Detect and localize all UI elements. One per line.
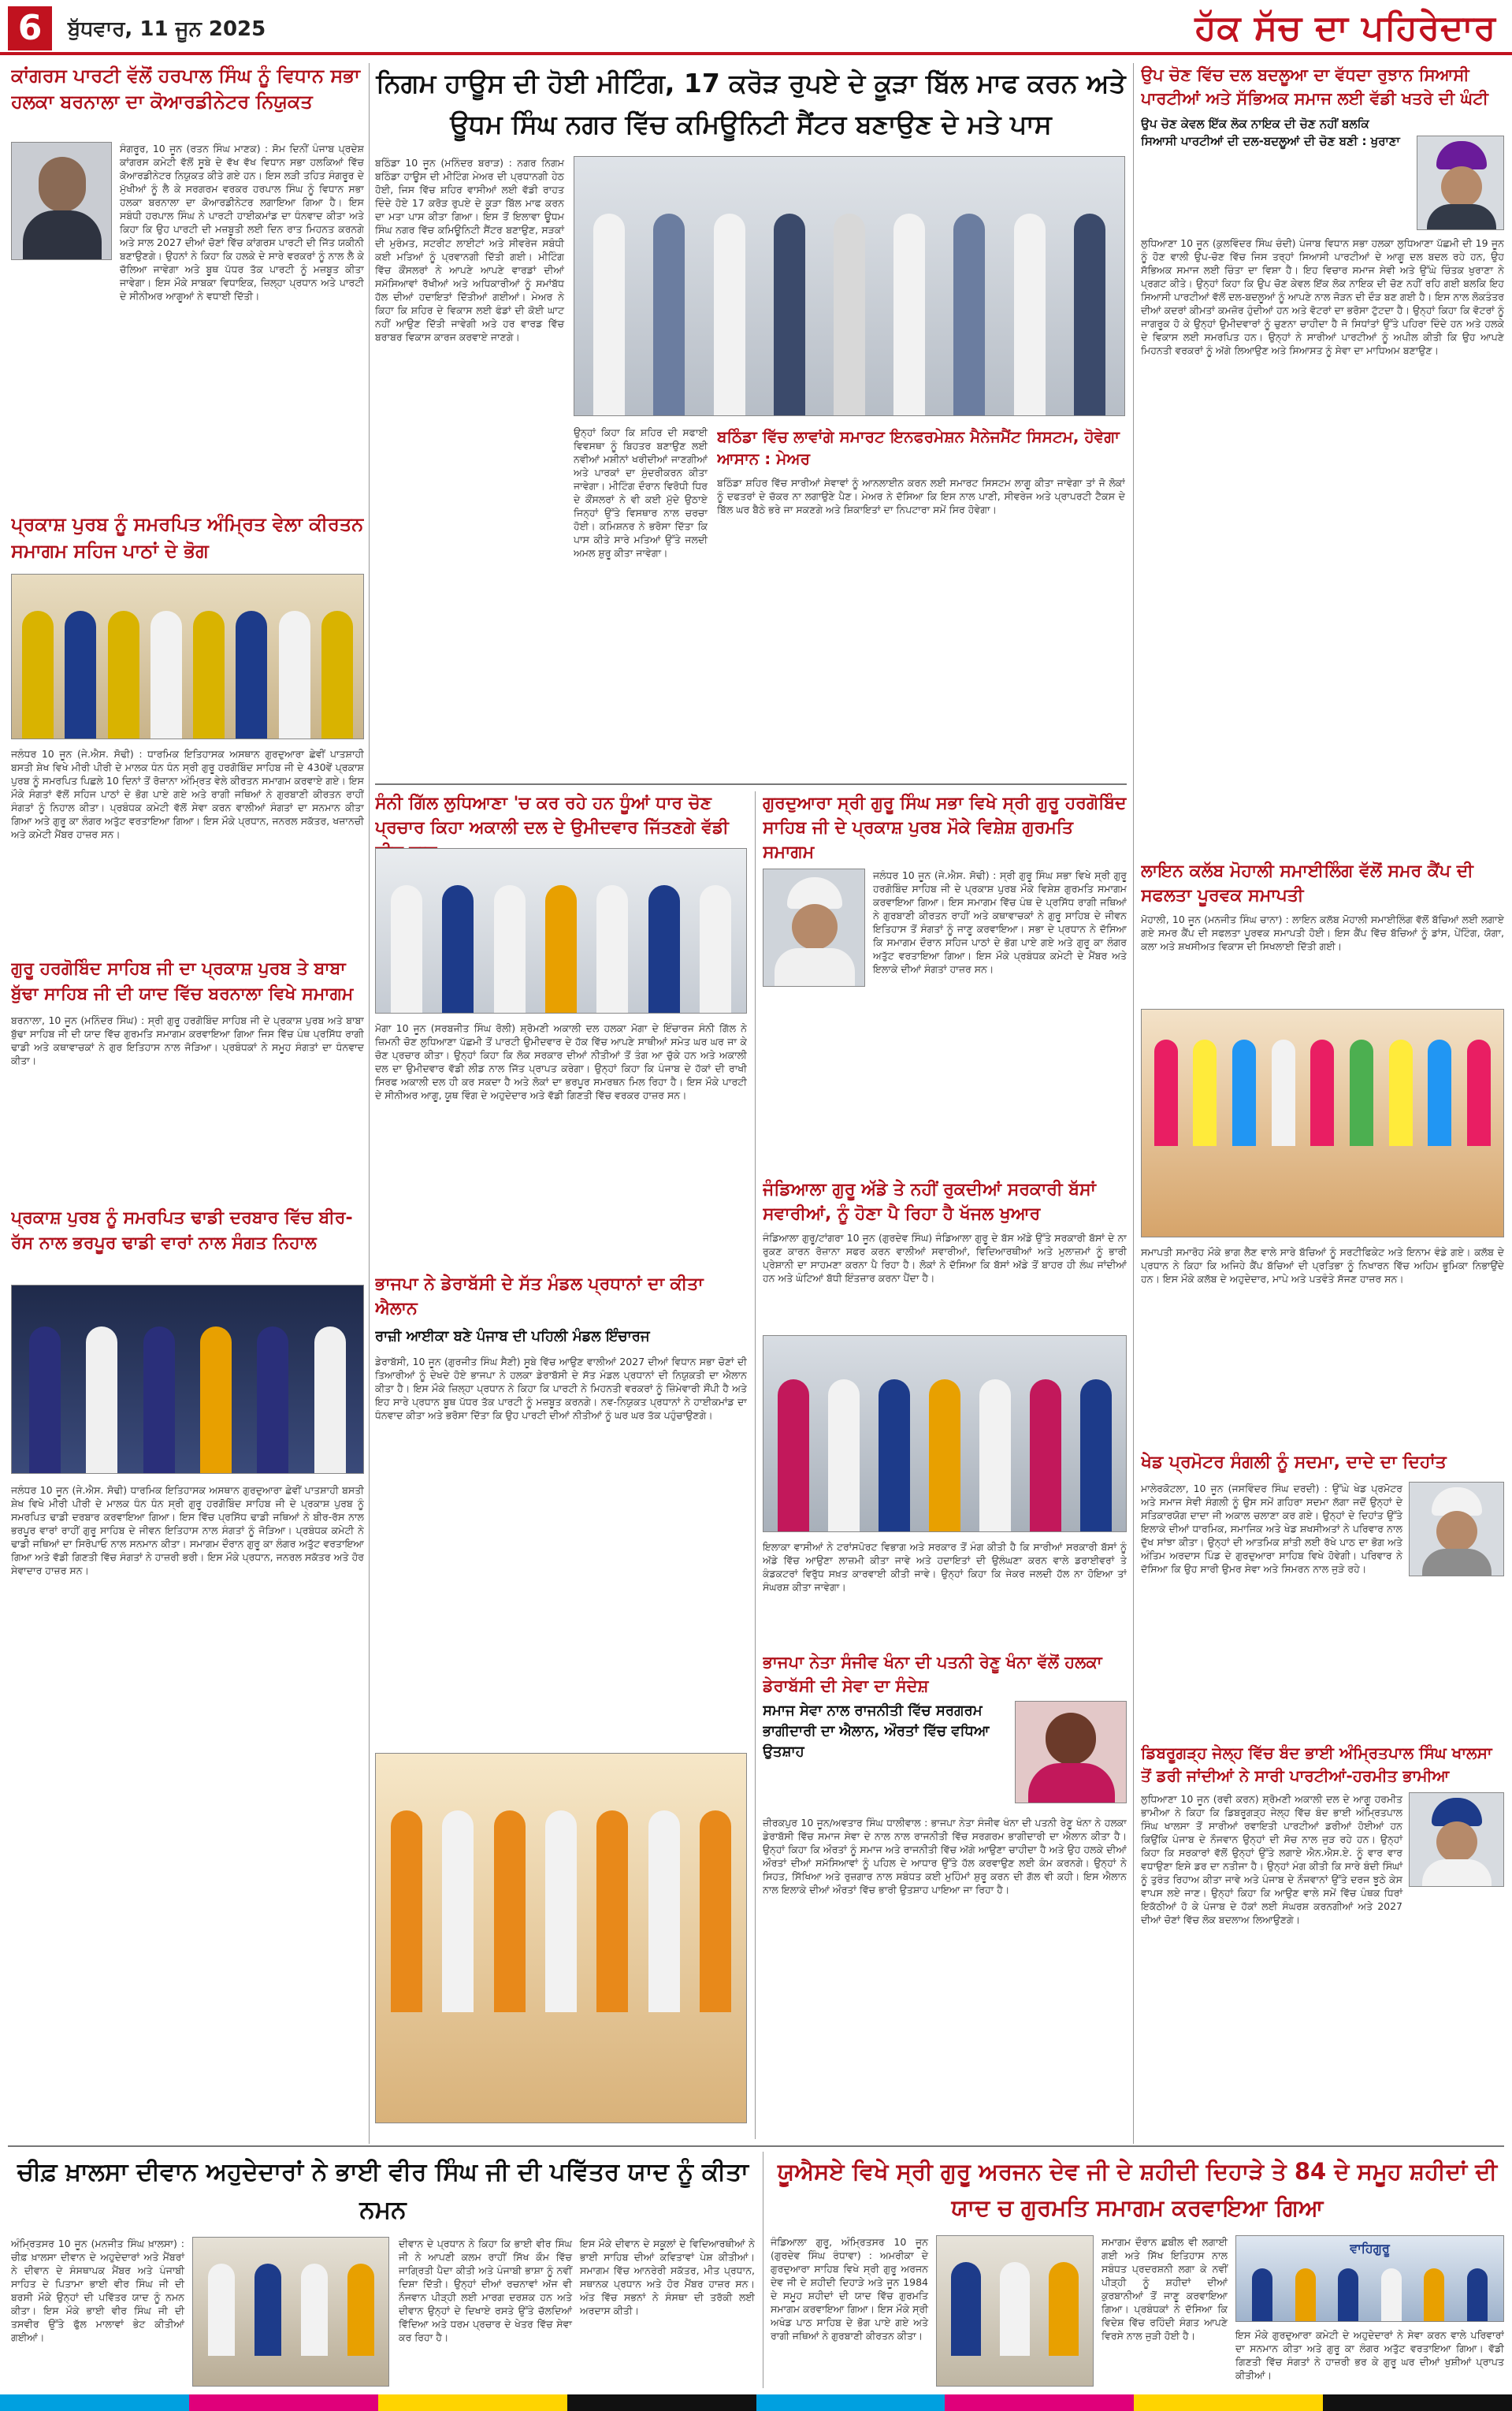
color-swatch bbox=[378, 2394, 567, 2411]
article-ludhiana bbox=[375, 791, 747, 1264]
page-header bbox=[0, 0, 1512, 55]
article-body: ਜਲੰਧਰ 10 ਜੂਨ (ਜੇ.ਐਸ. ਸੋਢੀ) ਧਾਰਮਿਕ ਇਤਿਹਾਸਕ ਅਸਥਾਨ ਗੁਰਦੁਆਰਾ ਛੇਵੀਂ ਪਾਤਸ਼ਾਹੀ ਬਸਤੀ ਸ਼ੇਖ ਵਿਖੇ ਮੀਰੀ ਪੀਰੀ ਦੇ ਮਾਲਕ ਧੰਨ ਧੰਨ ਸ੍ਰੀ ਗੁਰੂ ਹਰਗੋਬਿੰਦ ਸਾਹਿਬ ਜੀ ਦੇ ਪ੍ਰਕਾਸ਼ ਪੁਰਬ ਨੂੰ ਸਮਰਪਿਤ ਢਾਡੀ ਦਰਬਾਰ ਕਰਵਾਇਆ ਗਿਆ। ਇਸ ਵਿੱਚ ਪ੍ਰਸਿੱਧ ਢਾਡੀ ਜਥਿਆਂ ਨੇ ਬੀਰ-ਰੱਸ ਨਾਲ ਭਰਪੂਰ ਵਾਰਾਂ ਰਾਹੀਂ ਗੁਰੂ ਸਾਹਿਬ ਦੇ ਜੀਵਨ ਇਤਿਹਾਸ ਨਾਲ ਸੰਗਤਾਂ ਨੂੰ ਜੋੜਿਆ। ਪ੍ਰਬੰਧਕ ਕਮੇਟੀ ਨੇ ਢਾਡੀ ਜਥਿਆਂ ਦਾ ਸਿਰੋਪਾਓ ਨਾਲ ਸਨਮਾਨ ਕੀਤਾ। ਸਮਾਗਮ ਦੌਰਾਨ ਗੁਰੂ ਕਾ ਲੰਗਰ ਅਤੁੱਟ ਵਰਤਾਇਆ ਗਿਆ ਅਤੇ ਵੱਡੀ ਗਿਣਤੀ ਵਿੱਚ ਸੰਗਤਾਂ ਨੇ ਹਾਜ਼ਰੀ ਭਰੀ। ਇਸ ਮੌਕੇ ਪ੍ਰਧਾਨ, ਜਨਰਲ ਸਕੱਤਰ ਅਤੇ ਹੋਰ ਸੇਵਾਦਾਰ ਹਾਜ਼ਰ ਸਨ। bbox=[11, 1484, 364, 1576]
color-swatch bbox=[189, 2394, 378, 2411]
column-rule bbox=[369, 63, 370, 2144]
lead-headline: ਨਿਗਮ ਹਾਊਸ ਦੀ ਹੋਈ ਮੀਟਿੰਗ, 17 ਕਰੋੜ ਰੁਪਏ ਦੇ ਕੂੜਾ ਬਿੱਲ ਮਾਫ ਕਰਨ ਅਤੇ ਊਧਮ ਸਿੰਘ ਨਗਰ ਵਿੱਚ ਕਮਿਊਨਿਟੀ ਸੈਂਟਰ ਬਣਾਉਣ ਦੇ ਮਤੇ ਪਾਸ bbox=[376, 68, 1126, 140]
headline: ਭਾਜਪਾ ਨੇ ਡੇਰਾਬੱਸੀ ਦੇ ਸੱਤ ਮੰਡਲ ਪ੍ਰਧਾਨਾਂ ਦਾ ਕੀਤਾ ਐਲਾਨ bbox=[375, 1274, 704, 1319]
stage-photo bbox=[1235, 2235, 1504, 2322]
article-body: ਬਰਨਾਲਾ, 10 ਜੂਨ (ਮਨਿੰਦਰ ਸਿੰਘ) : ਸ੍ਰੀ ਗੁਰੂ ਹਰਗੋਬਿੰਦ ਸਾਹਿਬ ਜੀ ਦੇ ਪ੍ਰਕਾਸ਼ ਪੁਰਬ ਅਤੇ ਬਾਬਾ ਬੁੱਢਾ ਸਾਹਿਬ ਜੀ ਦੀ ਯਾਦ ਵਿੱਚ ਗੁਰਮਤਿ ਸਮਾਗਮ ਕਰਵਾਇਆ ਗਿਆ ਜਿਸ ਵਿੱਚ ਪੰਥ ਪ੍ਰਸਿੱਧ ਰਾਗੀ ਢਾਡੀ ਅਤੇ ਕਥਾਵਾਚਕਾਂ ਨੇ ਗੁਰ ਇਤਿਹਾਸ ਨਾਲ ਜੋੜਿਆ। ਪ੍ਰਬੰਧਕਾਂ ਨੇ ਸਮੂਹ ਸੰਗਤਾਂ ਦਾ ਧੰਨਵਾਦ ਕੀਤਾ। bbox=[11, 1014, 364, 1066]
article-body: ਜਲੰਧਰ 10 ਜੂਨ (ਜੇ.ਐਸ. ਸੋਢੀ) : ਧਾਰਮਿਕ ਇਤਿਹਾਸਕ ਅਸਥਾਨ ਗੁਰਦੁਆਰਾ ਛੇਵੀਂ ਪਾਤਸ਼ਾਹੀ ਬਸਤੀ ਸ਼ੇਖ ਵਿਖੇ ਮੀਰੀ ਪੀਰੀ ਦੇ ਮਾਲਕ ਧੰਨ ਧੰਨ ਸ੍ਰੀ ਗੁਰੂ ਹਰਗੋਬਿੰਦ ਸਾਹਿਬ ਜੀ ਦੇ 430ਵੇਂ ਪ੍ਰਕਾਸ਼ ਪੁਰਬ ਨੂੰ ਸਮਰਪਿਤ ਪਿਛਲੇ 10 ਦਿਨਾਂ ਤੋਂ ਰੋਜ਼ਾਨਾ ਅੰਮ੍ਰਿਤ ਵੇਲੇ ਕੀਰਤਨ ਸਮਾਗਮ ਕਰਵਾਏ ਗਏ। ਇਸ ਮੌਕੇ ਸੰਗਤਾਂ ਵੱਲੋਂ ਸਹਿਜ ਪਾਠਾਂ ਦੇ ਭੋਗ ਪਾਏ ਗਏ ਅਤੇ ਰਾਗੀ ਜਥਿਆਂ ਨੇ ਗੁਰਬਾਣੀ ਕੀਰਤਨ ਰਾਹੀਂ ਸੰਗਤਾਂ ਨੂੰ ਨਿਹਾਲ ਕੀਤਾ। ਪ੍ਰਬੰਧਕ ਕਮੇਟੀ ਵੱਲੋਂ ਸੇਵਾ ਕਰਨ ਵਾਲੀਆਂ ਸੰਗਤਾਂ ਦਾ ਸਨਮਾਨ ਕੀਤਾ ਗਿਆ ਅਤੇ ਗੁਰੂ ਕਾ ਲੰਗਰ ਅਤੁੱਟ ਵਰਤਾਇਆ ਗਿਆ। ਇਸ ਮੌਕੇ ਪ੍ਰਧਾਨ, ਜਨਰਲ ਸਕੱਤਰ, ਖਜ਼ਾਨਚੀ ਅਤੇ ਕਮੇਟੀ ਮੈਂਬਰ ਹਾਜ਼ਰ ਸਨ। bbox=[11, 748, 364, 840]
article-body-continued: ਦੀਵਾਨ ਦੇ ਪ੍ਰਧਾਨ ਨੇ ਕਿਹਾ ਕਿ ਭਾਈ ਵੀਰ ਸਿੰਘ ਜੀ ਨੇ ਆਪਣੀ ਕਲਮ ਰਾਹੀਂ ਸਿੱਖ ਕੌਮ ਵਿੱਚ ਜਾਗ੍ਰਿਤੀ ਪੈਦਾ ਕੀਤੀ ਅਤੇ ਪੰਜਾਬੀ ਭਾਸ਼ਾ ਨੂੰ ਨਵੀਂ ਦਿਸ਼ਾ ਦਿੱਤੀ। ਉਨ੍ਹਾਂ ਦੀਆਂ ਰਚਨਾਵਾਂ ਅੱਜ ਵੀ ਨੌਜਵਾਨ ਪੀੜ੍ਹੀ ਲਈ ਮਾਰਗ ਦਰਸ਼ਕ ਹਨ ਅਤੇ ਦੀਵਾਨ ਉਨ੍ਹਾਂ ਦੇ ਦਿਖਾਏ ਰਸਤੇ ਉੱਤੇ ਚੱਲਦਿਆਂ ਵਿੱਦਿਆ ਅਤੇ ਧਰਮ ਪ੍ਰਚਾਰ ਦੇ ਖੇਤਰ ਵਿੱਚ ਸੇਵਾ ਕਰ ਰਿਹਾ ਹੈ। bbox=[399, 2238, 572, 2343]
headline: ਖੇਡ ਪ੍ਰਮੋਟਰ ਸੰਗਲੀ ਨੂੰ ਸਦਮਾ, ਦਾਦੇ ਦਾ ਦਿਹਾਂਤ bbox=[1141, 1453, 1447, 1472]
headline: ਪ੍ਰਕਾਸ਼ ਪੁਰਬ ਨੂੰ ਸਮਰਪਿਤ ਅੰਮ੍ਰਿਤ ਵੇਲਾ ਕੀਰਤਨ ਸਮਾਗਮ ਸਹਿਜ ਪਾਠਾਂ ਦੇ ਭੋਗ bbox=[11, 513, 364, 562]
article-body: ਡੇਰਾਬੱਸੀ, 10 ਜੂਨ (ਗੁਰਜੀਤ ਸਿੰਘ ਸੈਣੀ) ਸੂਬੇ ਵਿੱਚ ਆਉਣ ਵਾਲੀਆਂ 2027 ਦੀਆਂ ਵਿਧਾਨ ਸਭਾ ਚੋਣਾਂ ਦੀ ਤਿਆਰੀਆਂ ਨੂੰ ਦੇਖਦੇ ਹੋਏ ਭਾਜਪਾ ਨੇ ਹਲਕਾ ਡੇਰਾਬੱਸੀ ਦੇ ਸੱਤ ਮੰਡਲ ਪ੍ਰਧਾਨਾਂ ਦੀ ਨਿਯੁਕਤੀ ਦਾ ਐਲਾਨ ਕੀਤਾ ਹੈ। ਇਸ ਮੌਕੇ ਜ਼ਿਲ੍ਹਾ ਪ੍ਰਧਾਨ ਨੇ ਕਿਹਾ ਕਿ ਪਾਰਟੀ ਨੇ ਮਿਹਨਤੀ ਵਰਕਰਾਂ ਨੂੰ ਜ਼ਿੰਮੇਵਾਰੀ ਸੌਂਪੀ ਹੈ ਅਤੇ ਇਹ ਸਾਰੇ ਪ੍ਰਧਾਨ ਬੂਥ ਪੱਧਰ ਤੱਕ ਪਾਰਟੀ ਨੂੰ ਮਜ਼ਬੂਤ ਕਰਨਗੇ। ਨਵ-ਨਿਯੁਕਤ ਪ੍ਰਧਾਨਾਂ ਨੇ ਹਾਈਕਮਾਂਡ ਦਾ ਧੰਨਵਾਦ ਕੀਤਾ ਅਤੇ ਭਰੋਸਾ ਦਿੱਤਾ ਕਿ ਉਹ ਪਾਰਟੀ ਦੀਆਂ ਨੀਤੀਆਂ ਨੂੰ ਘਰ ਘਰ ਤੱਕ ਪਹੁੰਚਾਉਣਗੇ। bbox=[375, 1356, 747, 1421]
section-rule bbox=[375, 783, 1127, 785]
color-swatch bbox=[0, 2394, 189, 2411]
portrait-photo bbox=[1417, 136, 1504, 230]
article-body-continued: ਸਮਾਪਤੀ ਸਮਾਰੋਹ ਮੌਕੇ ਭਾਗ ਲੈਣ ਵਾਲੇ ਸਾਰੇ ਬੱਚਿਆਂ ਨੂੰ ਸਰਟੀਫਿਕੇਟ ਅਤੇ ਇਨਾਮ ਵੰਡੇ ਗਏ। ਕਲੱਬ ਦੇ ਪ੍ਰਧਾਨ ਨੇ ਕਿਹਾ ਕਿ ਅਜਿਹੇ ਕੈਂਪ ਬੱਚਿਆਂ ਦੀ ਪ੍ਰਤਿਭਾ ਨੂੰ ਨਿਖਾਰਨ ਵਿੱਚ ਅਹਿਮ ਭੂਮਿਕਾ ਨਿਭਾਉਂਦੇ ਹਨ। ਇਸ ਮੌਕੇ ਕਲੱਬ ਦੇ ਅਹੁਦੇਦਾਰ, ਮਾਪੇ ਅਤੇ ਪਤਵੰਤੇ ਸੱਜਣ ਹਾਜ਼ਰ ਸਨ। bbox=[1141, 1246, 1504, 1285]
article-body: ਜੰਡਿਆਲਾ ਗੁਰੂ/ਟਾਂਗਰਾ 10 ਜੂਨ (ਗੁਰਦੇਵ ਸਿੰਘ) ਜੰਡਿਆਲਾ ਗੁਰੂ ਦੇ ਬੱਸ ਅੱਡੇ ਉੱਤੇ ਸਰਕਾਰੀ ਬੱਸਾਂ ਦੇ ਨਾ ਰੁਕਣ ਕਾਰਨ ਰੋਜ਼ਾਨਾ ਸਫਰ ਕਰਨ ਵਾਲੀਆਂ ਸਵਾਰੀਆਂ, ਵਿਦਿਆਰਥੀਆਂ ਅਤੇ ਮੁਲਾਜ਼ਮਾਂ ਨੂੰ ਭਾਰੀ ਪ੍ਰੇਸ਼ਾਨੀ ਦਾ ਸਾਹਮਣਾ ਕਰਨਾ ਪੈ ਰਿਹਾ ਹੈ। ਲੋਕਾਂ ਨੇ ਦੱਸਿਆ ਕਿ ਬੱਸਾਂ ਅੱਡੇ ਤੋਂ ਬਾਹਰ ਹੀ ਲੰਘ ਜਾਂਦੀਆਂ ਹਨ ਅਤੇ ਘੰਟਿਆਂ ਬੱਧੀ ਇੰਤਜ਼ਾਰ ਕਰਨਾ ਪੈਂਦਾ ਹੈ। bbox=[763, 1232, 1127, 1284]
article-body: ਸੰਗਰੂਰ, 10 ਜੂਨ (ਰਤਨ ਸਿੰਘ ਮਾਣਕ) : ਸੋਮ ਦਿਨੀਂ ਪੰਜਾਬ ਪ੍ਰਦੇਸ਼ ਕਾਂਗਰਸ ਕਮੇਟੀ ਵੱਲੋਂ ਸੂਬੇ ਦੇ ਵੱਖ ਵੱਖ ਵਿਧਾਨ ਸਭਾ ਹਲਕਿਆਂ ਵਿੱਚ ਕੋਆਰਡੀਨੇਟਰ ਨਿਯੁਕਤ ਕੀਤੇ ਗਏ ਹਨ। ਇਸ ਲੜੀ ਤਹਿਤ ਸੰਗਰੂਰ ਦੇ ਮੁੱਖੀਆਂ ਨੂੰ ਲੈ ਕੇ ਸਰਗਰਮ ਵਰਕਰ ਹਰਪਾਲ ਸਿੰਘ ਨੂੰ ਵਿਧਾਨ ਸਭਾ ਹਲਕਾ ਬਰਨਾਲਾ ਦਾ ਕੋਆਰਡੀਨੇਟਰ ਲਗਾਇਆ ਗਿਆ ਹੈ। ਇਸ ਸਬੰਧੀ ਹਰਪਾਲ ਸਿੰਘ ਨੇ ਪਾਰਟੀ ਹਾਈਕਮਾਂਡ ਦਾ ਧੰਨਵਾਦ ਕੀਤਾ ਅਤੇ ਕਿਹਾ ਕਿ ਉਹ ਪਾਰਟੀ ਦੀ ਮਜ਼ਬੂਤੀ ਲਈ ਦਿਨ ਰਾਤ ਮਿਹਨਤ ਕਰਨਗੇ ਅਤੇ ਸਾਲ 2027 ਦੀਆਂ ਚੋਣਾਂ ਵਿੱਚ ਕਾਂਗਰਸ ਪਾਰਟੀ ਦੀ ਜਿੱਤ ਯਕੀਨੀ ਬਣਾਉਣਗੇ। ਉਹਨਾਂ ਨੇ ਕਿਹਾ ਕਿ ਹਲਕੇ ਦੇ ਸਾਰੇ ਵਰਕਰਾਂ ਨੂੰ ਨਾਲ ਲੈ ਕੇ ਚੱਲਿਆ ਜਾਵੇਗਾ ਅਤੇ ਬੂਥ ਪੱਧਰ ਤੱਕ ਪਾਰਟੀ ਨੂੰ ਮਜ਼ਬੂਤ ਕੀਤਾ ਜਾਵੇਗਾ। ਇਸ ਮੌਕੇ ਸਾਬਕਾ ਵਿਧਾਇਕ, ਜ਼ਿਲ੍ਹਾ ਪ੍ਰਧਾਨ ਅਤੇ ਪਾਰਟੀ ਦੇ ਸੀਨੀਅਰ ਆਗੂਆਂ ਨੇ ਵਧਾਈ ਦਿੱਤੀ। bbox=[120, 143, 364, 302]
article-smart-city bbox=[717, 426, 1125, 771]
article-usa bbox=[771, 2153, 1504, 2390]
article-lions bbox=[1141, 859, 1504, 1442]
article-jandiala bbox=[763, 1178, 1127, 1643]
protest-photo bbox=[763, 1335, 1127, 1532]
event-photo bbox=[11, 1285, 364, 1474]
section-rule bbox=[8, 2145, 1504, 2147]
headline: ਬਠਿੰਡਾ ਵਿੱਚ ਲਾਵਾਂਗੇ ਸਮਾਰਟ ਇਨਫਰਮੇਸ਼ਨ ਮੈਨੇਜਮੈਂਟ ਸਿਸਟਮ, ਹੋਵੇਗਾ ਆਸਾਨ : ਮੇਅਰ bbox=[717, 427, 1120, 468]
article-chief-khalsa bbox=[11, 2153, 755, 2390]
article-body: ਬਠਿੰਡਾ ਸ਼ਹਿਰ ਵਿੱਚ ਸਾਰੀਆਂ ਸੇਵਾਵਾਂ ਨੂੰ ਆਨਲਾਈਨ ਕਰਨ ਲਈ ਸਮਾਰਟ ਸਿਸਟਮ ਲਾਗੂ ਕੀਤਾ ਜਾਵੇਗਾ ਤਾਂ ਜੋ ਲੋਕਾਂ ਨੂੰ ਦਫਤਰਾਂ ਦੇ ਚੱਕਰ ਨਾ ਲਗਾਉਣੇ ਪੈਣ। ਮੇਅਰ ਨੇ ਦੱਸਿਆ ਕਿ ਇਸ ਨਾਲ ਪਾਣੀ, ਸੀਵਰੇਜ ਅਤੇ ਪ੍ਰਾਪਰਟੀ ਟੈਕਸ ਦੇ ਬਿੱਲ ਘਰ ਬੈਠੇ ਭਰੇ ਜਾ ਸਕਣਗੇ ਅਤੇ ਸ਼ਿਕਾਇਤਾਂ ਦਾ ਨਿਪਟਾਰਾ ਸਮੇਂ ਸਿਰ ਹੋਵੇਗਾ। bbox=[717, 477, 1125, 515]
portrait-photo bbox=[1409, 1792, 1504, 1887]
color-swatch bbox=[567, 2394, 756, 2411]
portrait-photo bbox=[11, 142, 112, 260]
article-gurpurab-kirtan bbox=[11, 511, 364, 952]
headline: ਉਪ ਚੋਣ ਵਿੱਚ ਦਲ ਬਦਲੂਆ ਦਾ ਵੱਧਦਾ ਰੁਝਾਨ ਸਿਆਸੀ ਪਾਰਟੀਆਂ ਅਤੇ ਸੱਭਿਅਕ ਸਮਾਜ ਲਈ ਵੱਡੀ ਖਤਰੇ ਦੀ ਘੰਟੀ bbox=[1141, 65, 1488, 108]
article-body-continued: ਇਸ ਮੌਕੇ ਦੀਵਾਨ ਦੇ ਸਕੂਲਾਂ ਦੇ ਵਿਦਿਆਰਥੀਆਂ ਨੇ ਭਾਈ ਸਾਹਿਬ ਦੀਆਂ ਕਵਿਤਾਵਾਂ ਪੇਸ਼ ਕੀਤੀਆਂ। ਸਮਾਗਮ ਵਿੱਚ ਆਨਰੇਰੀ ਸਕੱਤਰ, ਮੀਤ ਪ੍ਰਧਾਨ, ਸਥਾਨਕ ਪ੍ਰਧਾਨ ਅਤੇ ਹੋਰ ਮੈਂਬਰ ਹਾਜ਼ਰ ਸਨ। ਅੰਤ ਵਿੱਚ ਸਭਨਾਂ ਨੇ ਸੰਸਥਾ ਦੀ ਤਰੱਕੀ ਲਈ ਅਰਦਾਸ ਕੀਤੀ। bbox=[580, 2238, 755, 2316]
page-number: 6 bbox=[8, 6, 52, 50]
headline: ਗੁਰਦੁਆਰਾ ਸ੍ਰੀ ਗੁਰੂ ਸਿੰਘ ਸਭਾ ਵਿਖੇ ਸ੍ਰੀ ਗੁਰੂ ਹਰਗੋਬਿੰਦ ਸਾਹਿਬ ਜੀ ਦੇ ਪ੍ਰਕਾਸ਼ ਪੁਰਬ ਮੌਕੇ ਵਿਸ਼ੇਸ਼ ਗੁਰਮਤਿ ਸਮਾਗਮ bbox=[763, 794, 1127, 862]
article-gurdwara-sabha bbox=[763, 791, 1127, 1170]
article-body: ਜਲੰਧਰ 10 ਜੂਨ (ਜੇ.ਐਸ. ਸੋਢੀ) : ਸ੍ਰੀ ਗੁਰੂ ਸਿੰਘ ਸਭਾ ਵਿਖੇ ਸ੍ਰੀ ਗੁਰੂ ਹਰਗੋਬਿੰਦ ਸਾਹਿਬ ਜੀ ਦੇ ਪ੍ਰਕਾਸ਼ ਪੁਰਬ ਮੌਕੇ ਵਿਸ਼ੇਸ਼ ਗੁਰਮਤਿ ਸਮਾਗਮ ਕਰਵਾਇਆ ਗਿਆ। ਇਸ ਸਮਾਗਮ ਵਿੱਚ ਪੰਥ ਦੇ ਪ੍ਰਸਿੱਧ ਰਾਗੀ ਜਥਿਆਂ ਨੇ ਗੁਰਬਾਣੀ ਕੀਰਤਨ ਰਾਹੀਂ ਅਤੇ ਕਥਾਵਾਚਕਾਂ ਨੇ ਗੁਰੂ ਸਾਹਿਬ ਦੇ ਜੀਵਨ ਇਤਿਹਾਸ ਤੋਂ ਸੰਗਤਾਂ ਨੂੰ ਜਾਣੂ ਕਰਵਾਇਆ। ਸਭਾ ਦੇ ਪ੍ਰਧਾਨ ਨੇ ਦੱਸਿਆ ਕਿ ਸਮਾਗਮ ਦੌਰਾਨ ਸਹਿਜ ਪਾਠਾਂ ਦੇ ਭੋਗ ਪਾਏ ਗਏ ਅਤੇ ਗੁਰੂ ਕਾ ਲੰਗਰ ਅਤੁੱਟ ਵਰਤਾਇਆ ਗਿਆ। ਇਸ ਮੌਕੇ ਪ੍ਰਬੰਧਕ ਕਮੇਟੀ ਦੇ ਮੈਂਬਰ ਅਤੇ ਇਲਾਕੇ ਦੀਆਂ ਸੰਗਤਾਂ ਹਾਜ਼ਰ ਸਨ। bbox=[873, 869, 1127, 975]
headline: ਯੂਐਸਏ ਵਿਖੇ ਸ੍ਰੀ ਗੁਰੂ ਅਰਜਨ ਦੇਵ ਜੀ ਦੇ ਸ਼ਹੀਦੀ ਦਿਹਾੜੇ ਤੇ 84 ਦੇ ਸਮੂਹ ਸ਼ਹੀਦਾਂ ਦੀ ਯਾਦ ਚ ਗੁਰਮਤਿ ਸਮਾਗਮ ਕਰਵਾਇਆ ਗਿਆ bbox=[777, 2158, 1498, 2221]
headline: ਜੰਡਿਆਲਾ ਗੁਰੂ ਅੱਡੇ ਤੇ ਨਹੀਂ ਰੁਕਦੀਆਂ ਸਰਕਾਰੀ ਬੱਸਾਂ ਸਵਾਰੀਆਂ, ਨੂੰ ਹੋਣਾ ਪੈ ਰਿਹਾ ਹੈ ਖੱਜਲ ਖੁਆਰ bbox=[763, 1180, 1096, 1224]
color-swatch bbox=[1323, 2394, 1512, 2411]
article-derabassi bbox=[375, 1272, 747, 2139]
honour-photo bbox=[936, 2235, 1094, 2387]
article-body-continued: ਉਨ੍ਹਾਂ ਕਿਹਾ ਕਿ ਸ਼ਹਿਰ ਦੀ ਸਫਾਈ ਵਿਵਸਥਾ ਨੂੰ ਬਿਹਤਰ ਬਣਾਉਣ ਲਈ ਨਵੀਆਂ ਮਸ਼ੀਨਾਂ ਖਰੀਦੀਆਂ ਜਾਣਗੀਆਂ ਅਤੇ ਪਾਰਕਾਂ ਦਾ ਸੁੰਦਰੀਕਰਨ ਕੀਤਾ ਜਾਵੇਗਾ। ਮੀਟਿੰਗ ਦੌਰਾਨ ਵਿਰੋਧੀ ਧਿਰ ਦੇ ਕੌਂਸਲਰਾਂ ਨੇ ਵੀ ਕਈ ਮੁੱਦੇ ਉਠਾਏ ਜਿਨ੍ਹਾਂ ਉੱਤੇ ਵਿਸਥਾਰ ਨਾਲ ਚਰਚਾ ਹੋਈ। ਕਮਿਸ਼ਨਰ ਨੇ ਭਰੋਸਾ ਦਿੱਤਾ ਕਿ ਪਾਸ ਕੀਤੇ ਸਾਰੇ ਮਤਿਆਂ ਉੱਤੇ ਜਲਦੀ ਅਮਲ ਸ਼ੁਰੂ ਕੀਤਾ ਜਾਵੇਗਾ। bbox=[574, 426, 708, 559]
portrait-photo bbox=[1015, 1701, 1127, 1803]
article-bypoll bbox=[1141, 63, 1504, 851]
article-body: ਬਠਿੰਡਾ 10 ਜੂਨ (ਮਨਿੰਦਰ ਬਰਾੜ) : ਨਗਰ ਨਿਗਮ ਬਠਿੰਡਾ ਹਾਊਸ ਦੀ ਮੀਟਿੰਗ ਮੇਅਰ ਦੀ ਪ੍ਰਧਾਨਗੀ ਹੇਠ ਹੋਈ, ਜਿਸ ਵਿੱਚ ਸ਼ਹਿਰ ਵਾਸੀਆਂ ਲਈ ਵੱਡੀ ਰਾਹਤ ਦਿੰਦੇ ਹੋਏ 17 ਕਰੋੜ ਰੁਪਏ ਦੇ ਕੂੜਾ ਬਿੱਲ ਮਾਫ ਕਰਨ ਦਾ ਮਤਾ ਪਾਸ ਕੀਤਾ ਗਿਆ। ਇਸ ਤੋਂ ਇਲਾਵਾ ਊਧਮ ਸਿੰਘ ਨਗਰ ਵਿੱਚ ਕਮਿਊਨਿਟੀ ਸੈਂਟਰ ਬਣਾਉਣ, ਸੜਕਾਂ ਦੀ ਮੁਰੰਮਤ, ਸਟਰੀਟ ਲਾਈਟਾਂ ਅਤੇ ਸੀਵਰੇਜ ਸਬੰਧੀ ਕਈ ਮਤਿਆਂ ਨੂੰ ਪ੍ਰਵਾਨਗੀ ਦਿੱਤੀ ਗਈ। ਮੀਟਿੰਗ ਵਿੱਚ ਕੌਂਸਲਰਾਂ ਨੇ ਆਪਣੇ ਆਪਣੇ ਵਾਰਡਾਂ ਦੀਆਂ ਸਮੱਸਿਆਵਾਂ ਰੱਖੀਆਂ ਅਤੇ ਅਧਿਕਾਰੀਆਂ ਨੂੰ ਸਮਾਂਬੱਧ ਹੱਲ ਦੀਆਂ ਹਦਾਇਤਾਂ ਦਿੱਤੀਆਂ ਗਈਆਂ। ਮੇਅਰ ਨੇ ਕਿਹਾ ਕਿ ਸ਼ਹਿਰ ਦੇ ਵਿਕਾਸ ਲਈ ਫੰਡਾਂ ਦੀ ਕੋਈ ਘਾਟ ਨਹੀਂ ਆਉਣ ਦਿੱਤੀ ਜਾਵੇਗੀ ਅਤੇ ਹਰ ਵਾਰਡ ਵਿੱਚ ਬਰਾਬਰ ਵਿਕਾਸ ਕਾਰਜ ਕਰਵਾਏ ਜਾਣਗੇ। bbox=[375, 157, 564, 343]
print-color-strip bbox=[0, 2394, 1512, 2411]
stage-banner: ਵਾਹਿਗੁਰੂ bbox=[1350, 2241, 1390, 2256]
article-body: ਜ਼ੀਰਕਪੁਰ 10 ਜੂਨ/ਅਵਤਾਰ ਸਿੰਘ ਧਾਲੀਵਾਲ : ਭਾਜਪਾ ਨੇਤਾ ਸੰਜੀਵ ਖੰਨਾ ਦੀ ਪਤਨੀ ਰੇਣੂ ਖੰਨਾ ਨੇ ਹਲਕਾ ਡੇਰਾਬੱਸੀ ਵਿੱਚ ਸਮਾਜ ਸੇਵਾ ਦੇ ਨਾਲ ਨਾਲ ਰਾਜਨੀਤੀ ਵਿੱਚ ਸਰਗਰਮ ਭਾਗੀਦਾਰੀ ਦਾ ਐਲਾਨ ਕੀਤਾ ਹੈ। ਉਨ੍ਹਾਂ ਕਿਹਾ ਕਿ ਔਰਤਾਂ ਨੂੰ ਸਮਾਜ ਅਤੇ ਰਾਜਨੀਤੀ ਵਿੱਚ ਅੱਗੇ ਆਉਣਾ ਚਾਹੀਦਾ ਹੈ ਅਤੇ ਉਹ ਹਲਕੇ ਦੀਆਂ ਔਰਤਾਂ ਦੀਆਂ ਸਮੱਸਿਆਵਾਂ ਨੂੰ ਪਹਿਲ ਦੇ ਆਧਾਰ ਉੱਤੇ ਹੱਲ ਕਰਵਾਉਣ ਲਈ ਕੰਮ ਕਰਨਗੇ। ਉਨ੍ਹਾਂ ਨੇ ਸਿਹਤ, ਸਿੱਖਿਆ ਅਤੇ ਰੁਜ਼ਗਾਰ ਨਾਲ ਸਬੰਧਤ ਕਈ ਮੁਹਿੰਮਾਂ ਸ਼ੁਰੂ ਕਰਨ ਦੀ ਗੱਲ ਵੀ ਕਹੀ। ਇਸ ਐਲਾਨ ਨਾਲ ਇਲਾਕੇ ਦੀਆਂ ਔਰਤਾਂ ਵਿੱਚ ਭਾਰੀ ਉਤਸ਼ਾਹ ਪਾਇਆ ਜਾ ਰਿਹਾ ਹੈ। bbox=[763, 1817, 1127, 1896]
summer-camp-photo bbox=[1141, 1009, 1504, 1237]
headline: ਪ੍ਰਕਾਸ਼ ਪੁਰਬ ਨੂੰ ਸਮਰਪਿਤ ਢਾਡੀ ਦਰਬਾਰ ਵਿੱਚ ਬੀਰ-ਰੱਸ ਨਾਲ ਭਰਪੂਰ ਢਾਡੀ ਵਾਰਾਂ ਨਾਲ ਸੰਗਤ ਨਿਹਾਲ bbox=[11, 1208, 353, 1253]
article-sports bbox=[1141, 1450, 1504, 1734]
portrait-photo bbox=[763, 869, 865, 987]
headline: ਕਾਂਗਰਸ ਪਾਰਟੀ ਵੱਲੋਂ ਹਰਪਾਲ ਸਿੰਘ ਨੂੰ ਵਿਧਾਨ ਸਭਾ ਹਲਕਾ ਬਰਨਾਲਾ ਦਾ ਕੋਆਰਡੀਨੇਟਰ ਨਿਯੁਕਤ bbox=[11, 65, 360, 113]
group-photo bbox=[375, 1753, 747, 2123]
portrait-photo bbox=[1409, 1482, 1504, 1576]
article-bjp-khanna bbox=[763, 1650, 1127, 2139]
article-dibrugarh bbox=[1141, 1742, 1504, 2140]
headline: ਭਾਜਪਾ ਨੇਤਾ ਸੰਜੀਵ ਖੰਨਾ ਦੀ ਪਤਨੀ ਰੇਣੂ ਖੰਨਾ ਵੱਲੋਂ ਹਲਕਾ ਡੇਰਾਬੱਸੀ ਦੀ ਸੇਵਾ ਦਾ ਸੰਦੇਸ਼ bbox=[763, 1653, 1102, 1695]
column-rule bbox=[1133, 63, 1134, 2144]
headline: ਗੁਰੂ ਹਰਗੋਬਿੰਦ ਸਾਹਿਬ ਜੀ ਦਾ ਪ੍ਰਕਾਸ਼ ਪੁਰਬ ਤੇ ਬਾਬਾ ਬੁੱਢਾ ਸਾਹਿਬ ਜੀ ਦੀ ਯਾਦ ਵਿੱਚ ਬਰਨਾਲਾ ਵਿਖੇ ਸਮਾਗਮ bbox=[11, 959, 354, 1004]
subheadline: ਉਪ ਚੋਣ ਕੇਵਲ ਇੱਕ ਲੋਕ ਨਾਇਕ ਦੀ ਚੋਣ ਨਹੀਂ ਬਲਕਿ ਸਿਆਸੀ ਪਾਰਟੀਆਂ ਦੀ ਦਲ-ਬਦਲੂਆਂ ਦੀ ਚੋਣ ਬਣੀ : ਖੁਰਾਣਾ bbox=[1141, 117, 1400, 148]
column-rule bbox=[755, 791, 756, 2139]
headline: ਚੀਫ਼ ਖ਼ਾਲਸਾ ਦੀਵਾਨ ਅਹੁਦੇਦਾਰਾਂ ਨੇ ਭਾਈ ਵੀਰ ਸਿੰਘ ਜੀ ਦੀ ਪਵਿੱਤਰ ਯਾਦ ਨੂੰ ਕੀਤਾ ਨਮਨ bbox=[17, 2158, 749, 2224]
article-congress bbox=[11, 63, 364, 504]
article-body: ਮੋਹਾਲੀ, 10 ਜੂਨ (ਮਨਜੀਤ ਸਿੰਘ ਚਾਨਾ) : ਲਾਇਨ ਕਲੱਬ ਮੋਹਾਲੀ ਸਮਾਈਲਿੰਗ ਵੱਲੋਂ ਬੱਚਿਆਂ ਲਈ ਲਗਾਏ ਗਏ ਸਮਰ ਕੈਂਪ ਦੀ ਸਫਲਤਾ ਪੂਰਵਕ ਸਮਾਪਤੀ ਹੋਈ। ਇਸ ਕੈਂਪ ਵਿੱਚ ਬੱਚਿਆਂ ਨੂੰ ਡਾਂਸ, ਪੇਂਟਿੰਗ, ਯੋਗਾ, ਕਲਾ ਅਤੇ ਸ਼ਖਸੀਅਤ ਵਿਕਾਸ ਦੀ ਸਿਖਲਾਈ ਦਿੱਤੀ ਗਈ। bbox=[1141, 913, 1504, 952]
article-body: ਅੰਮ੍ਰਿਤਸਰ 10 ਜੂਨ (ਮਨਜੀਤ ਸਿੰਘ ਖ਼ਾਲਸਾ) : ਚੀਫ਼ ਖ਼ਾਲਸਾ ਦੀਵਾਨ ਦੇ ਅਹੁਦੇਦਾਰਾਂ ਅਤੇ ਮੈਂਬਰਾਂ ਨੇ ਦੀਵਾਨ ਦੇ ਸੰਸਥਾਪਕ ਮੈਂਬਰ ਅਤੇ ਪੰਜਾਬੀ ਸਾਹਿਤ ਦੇ ਪਿਤਾਮਾ ਭਾਈ ਵੀਰ ਸਿੰਘ ਜੀ ਦੀ ਬਰਸੀ ਮੌਕੇ ਉਨ੍ਹਾਂ ਦੀ ਪਵਿੱਤਰ ਯਾਦ ਨੂੰ ਨਮਨ ਕੀਤਾ। ਇਸ ਮੌਕੇ ਭਾਈ ਵੀਰ ਸਿੰਘ ਜੀ ਦੀ ਤਸਵੀਰ ਉੱਤੇ ਫੁੱਲ ਮਾਲਾਵਾਂ ਭੇਟ ਕੀਤੀਆਂ ਗਈਆਂ। bbox=[11, 2238, 184, 2343]
event-photo bbox=[11, 574, 364, 739]
article-body: ਲੁਧਿਆਣਾ 10 ਜੂਨ (ਰਵੀ ਕਰਨ) ਸ਼੍ਰੋਮਣੀ ਅਕਾਲੀ ਦਲ ਦੇ ਆਗੂ ਹਰਮੀਤ ਭਾਮੀਆ ਨੇ ਕਿਹਾ ਕਿ ਡਿਬਰੂਗੜ੍ਹ ਜੇਲ੍ਹ ਵਿੱਚ ਬੰਦ ਭਾਈ ਅੰਮ੍ਰਿਤਪਾਲ ਸਿੰਘ ਖਾਲਸਾ ਤੋਂ ਸਾਰੀਆਂ ਰਵਾਇਤੀ ਪਾਰਟੀਆਂ ਡਰੀਆਂ ਹੋਈਆਂ ਹਨ ਕਿਉਂਕਿ ਪੰਜਾਬ ਦੇ ਨੌਜਵਾਨ ਉਨ੍ਹਾਂ ਦੀ ਸੋਚ ਨਾਲ ਜੁੜ ਰਹੇ ਹਨ। ਉਨ੍ਹਾਂ ਕਿਹਾ ਕਿ ਸਰਕਾਰਾਂ ਵੱਲੋਂ ਉਨ੍ਹਾਂ ਉੱਤੇ ਲਗਾਏ ਐਨ.ਐਸ.ਏ. ਨੂੰ ਵਾਰ ਵਾਰ ਵਧਾਉਣਾ ਇਸੇ ਡਰ ਦਾ ਨਤੀਜਾ ਹੈ। ਉਨ੍ਹਾਂ ਮੰਗ ਕੀਤੀ ਕਿ ਸਾਰੇ ਬੰਦੀ ਸਿੰਘਾਂ ਨੂੰ ਤੁਰੰਤ ਰਿਹਾਅ ਕੀਤਾ ਜਾਵੇ ਅਤੇ ਪੰਜਾਬ ਦੇ ਨੌਜਵਾਨਾਂ ਉੱਤੇ ਦਰਜ ਝੂਠੇ ਕੇਸ ਵਾਪਸ ਲਏ ਜਾਣ। ਉਨ੍ਹਾਂ ਕਿਹਾ ਕਿ ਆਉਣ ਵਾਲੇ ਸਮੇਂ ਵਿੱਚ ਪੰਥਕ ਧਿਰਾਂ ਇਕੱਠੀਆਂ ਹੋ ਕੇ ਪੰਜਾਬ ਦੇ ਹੱਕਾਂ ਲਈ ਸੰਘਰਸ਼ ਕਰਨਗੀਆਂ ਅਤੇ 2027 ਦੀਆਂ ਚੋਣਾਂ ਵਿੱਚ ਲੋਕ ਬਦਲਾਅ ਲਿਆਉਣਗੇ। bbox=[1141, 1793, 1402, 1925]
headline: ਡਿਬਰੂਗੜ੍ਹ ਜੇਲ੍ਹ ਵਿੱਚ ਬੰਦ ਭਾਈ ਅੰਮ੍ਰਿਤਪਾਲ ਸਿੰਘ ਖਾਲਸਾ ਤੋਂ ਡਰੀ ਜਾਂਦੀਆਂ ਨੇ ਸਾਰੀ ਪਾਰਟੀਆਂ-ਹਰਮੀਤ ਭਾਮੀਆ bbox=[1141, 1743, 1492, 1785]
article-nigam bbox=[375, 63, 1127, 780]
masthead-logo: ਹੱਕ ਸੱਚ ਦਾ ਪਹਿਰੇਦਾਰ bbox=[1194, 8, 1496, 48]
subheadline: ਰਾਜ਼ੀ ਆਈਕਾ ਬਣੇ ਪੰਜਾਬ ਦੀ ਪਹਿਲੀ ਮੰਡਲ ਇੰਚਾਰਜ bbox=[375, 1328, 650, 1345]
article-body: ਮਾਲੇਰਕੋਟਲਾ, 10 ਜੂਨ (ਜਸਵਿੰਦਰ ਸਿੰਘ ਦਰਦੀ) : ਉੱਘੇ ਖੇਡ ਪ੍ਰਮੋਟਰ ਅਤੇ ਸਮਾਜ ਸੇਵੀ ਸੰਗਲੀ ਨੂੰ ਉਸ ਸਮੇਂ ਗਹਿਰਾ ਸਦਮਾ ਲੱਗਾ ਜਦੋਂ ਉਨ੍ਹਾਂ ਦੇ ਸਤਿਕਾਰਯੋਗ ਦਾਦਾ ਜੀ ਅਕਾਲ ਚਲਾਣਾ ਕਰ ਗਏ। ਉਨ੍ਹਾਂ ਦੇ ਦਿਹਾਂਤ ਉੱਤੇ ਇਲਾਕੇ ਦੀਆਂ ਧਾਰਮਿਕ, ਸਮਾਜਿਕ ਅਤੇ ਖੇਡ ਸ਼ਖਸੀਅਤਾਂ ਨੇ ਪਰਿਵਾਰ ਨਾਲ ਦੁੱਖ ਸਾਂਝਾ ਕੀਤਾ। ਉਨ੍ਹਾਂ ਦੀ ਆਤਮਿਕ ਸ਼ਾਂਤੀ ਲਈ ਰੱਖੇ ਪਾਠ ਦਾ ਭੋਗ ਅਤੇ ਅੰਤਿਮ ਅਰਦਾਸ ਪਿੰਡ ਦੇ ਗੁਰਦੁਆਰਾ ਸਾਹਿਬ ਵਿਖੇ ਹੋਵੇਗੀ। ਪਰਿਵਾਰ ਨੇ ਦੱਸਿਆ ਕਿ ਉਹ ਸਾਰੀ ਉਮਰ ਸੇਵਾ ਅਤੇ ਸਿਮਰਨ ਨਾਲ ਜੁੜੇ ਰਹੇ। bbox=[1141, 1483, 1402, 1575]
headline: ਸੰਨੀ ਗਿੱਲ ਲੁਧਿਆਣਾ 'ਚ ਕਰ ਰਹੇ ਹਨ ਧੂੰਆਂ ਧਾਰ ਚੋਣ ਪ੍ਰਚਾਰ ਕਿਹਾ ਅਕਾਲੀ ਦਲ ਦੇ ਉਮੀਦਵਾਰ ਜਿੱਤਣਗੇ ਵੱਡੀ bbox=[375, 794, 729, 838]
article-body-continued: ਇਸ ਮੌਕੇ ਗੁਰਦੁਆਰਾ ਕਮੇਟੀ ਦੇ ਅਹੁਦੇਦਾਰਾਂ ਨੇ ਸੇਵਾ ਕਰਨ ਵਾਲੇ ਪਰਿਵਾਰਾਂ ਦਾ ਸਨਮਾਨ ਕੀਤਾ ਅਤੇ ਗੁਰੂ ਕਾ ਲੰਗਰ ਅਤੁੱਟ ਵਰਤਾਇਆ ਗਿਆ। ਵੱਡੀ ਗਿਣਤੀ ਵਿੱਚ ਸੰਗਤਾਂ ਨੇ ਹਾਜ਼ਰੀ ਭਰ ਕੇ ਗੁਰੂ ਘਰ ਦੀਆਂ ਖੁਸ਼ੀਆਂ ਪ੍ਰਾਪਤ ਕੀਤੀਆਂ। bbox=[1235, 2329, 1504, 2381]
article-body-continued: ਸਮਾਗਮ ਦੌਰਾਨ ਛਬੀਲ ਵੀ ਲਗਾਈ ਗਈ ਅਤੇ ਸਿੱਖ ਇਤਿਹਾਸ ਨਾਲ ਸਬੰਧਤ ਪ੍ਰਦਰਸ਼ਨੀ ਲਗਾ ਕੇ ਨਵੀਂ ਪੀੜ੍ਹੀ ਨੂੰ ਸ਼ਹੀਦਾਂ ਦੀਆਂ ਕੁਰਬਾਨੀਆਂ ਤੋਂ ਜਾਣੂ ਕਰਵਾਇਆ ਗਿਆ। ਪ੍ਰਬੰਧਕਾਂ ਨੇ ਦੱਸਿਆ ਕਿ ਵਿਦੇਸ਼ ਵਿੱਚ ਰਹਿੰਦੀ ਸੰਗਤ ਆਪਣੇ ਵਿਰਸੇ ਨਾਲ ਜੁੜੀ ਹੋਈ ਹੈ। bbox=[1101, 2236, 1228, 2342]
date-line: ਬੁੱਧਵਾਰ, 11 ਜੂਨ 2025 bbox=[68, 17, 266, 41]
color-swatch bbox=[756, 2394, 945, 2411]
article-body: ਮੋਗਾ 10 ਜੂਨ (ਸਰਬਜੀਤ ਸਿੰਘ ਰੋਲੀ) ਸ਼੍ਰੋਮਣੀ ਅਕਾਲੀ ਦਲ ਹਲਕਾ ਮੋਗਾ ਦੇ ਇੰਚਾਰਜ ਸੰਨੀ ਗਿੱਲ ਨੇ ਜ਼ਿਮਨੀ ਚੋਣ ਲੁਧਿਆਣਾ ਪੱਛਮੀ ਤੋਂ ਪਾਰਟੀ ਉਮੀਦਵਾਰ ਦੇ ਹੱਕ ਵਿੱਚ ਆਪਣੇ ਸਾਥੀਆਂ ਸਮੇਤ ਘਰ ਘਰ ਜਾ ਕੇ ਚੋਣ ਪ੍ਰਚਾਰ ਕੀਤਾ। ਉਨ੍ਹਾਂ ਕਿਹਾ ਕਿ ਲੋਕ ਸਰਕਾਰ ਦੀਆਂ ਨੀਤੀਆਂ ਤੋਂ ਤੰਗ ਆ ਚੁੱਕੇ ਹਨ ਅਤੇ ਅਕਾਲੀ ਦਲ ਦਾ ਉਮੀਦਵਾਰ ਵੱਡੀ ਲੀਡ ਨਾਲ ਜਿੱਤ ਪ੍ਰਾਪਤ ਕਰੇਗਾ। ਉਨ੍ਹਾਂ ਕਿਹਾ ਕਿ ਪੰਜਾਬ ਦੇ ਹੱਕਾਂ ਦੀ ਰਾਖੀ ਸਿਰਫ ਅਕਾਲੀ ਦਲ ਹੀ ਕਰ ਸਕਦਾ ਹੈ ਅਤੇ ਲੋਕਾਂ ਦਾ ਭਰਪੂਰ ਸਮਰਥਨ ਮਿਲ ਰਿਹਾ ਹੈ। ਇਸ ਮੌਕੇ ਪਾਰਟੀ ਦੇ ਸੀਨੀਅਰ ਆਗੂ, ਯੂਥ ਵਿੰਗ ਦੇ ਅਹੁਦੇਦਾਰ ਅਤੇ ਵੱਡੀ ਗਿਣਤੀ ਵਿੱਚ ਵਰਕਰ ਹਾਜ਼ਰ ਸਨ। bbox=[375, 1022, 747, 1101]
headline: ਲਾਇਨ ਕਲੱਬ ਮੋਹਾਲੀ ਸਮਾਈਲਿੰਗ ਵੱਲੋਂ ਸਮਰ ਕੈਂਪ ਦੀ ਸਫਲਤਾ ਪੂਰਵਕ ਸਮਾਪਤੀ bbox=[1141, 861, 1473, 906]
ceremony-photo bbox=[192, 2237, 389, 2387]
article-body: ਜੰਡਿਆਲਾ ਗੁਰੂ, ਅੰਮ੍ਰਿਤਸਰ 10 ਜੂਨ (ਗੁਰਦੇਵ ਸਿੰਘ ਰੰਧਾਵਾ) : ਅਮਰੀਕਾ ਦੇ ਗੁਰਦੁਆਰਾ ਸਾਹਿਬ ਵਿਖੇ ਸ੍ਰੀ ਗੁਰੂ ਅਰਜਨ ਦੇਵ ਜੀ ਦੇ ਸ਼ਹੀਦੀ ਦਿਹਾੜੇ ਅਤੇ ਜੂਨ 1984 ਦੇ ਸਮੂਹ ਸ਼ਹੀਦਾਂ ਦੀ ਯਾਦ ਵਿੱਚ ਗੁਰਮਤਿ ਸਮਾਗਮ ਕਰਵਾਇਆ ਗਿਆ। ਇਸ ਮੌਕੇ ਸ੍ਰੀ ਅਖੰਡ ਪਾਠ ਸਾਹਿਬ ਦੇ ਭੋਗ ਪਾਏ ਗਏ ਅਤੇ ਰਾਗੀ ਜਥਿਆਂ ਨੇ ਗੁਰਬਾਣੀ ਕੀਰਤਨ ਕੀਤਾ। bbox=[771, 2236, 928, 2342]
subheadline: ਸਮਾਜ ਸੇਵਾ ਨਾਲ ਰਾਜਨੀਤੀ ਵਿੱਚ ਸਰਗਰਮ ਭਾਗੀਦਾਰੀ ਦਾ ਐਲਾਨ, ਔਰਤਾਂ ਵਿੱਚ ਵਧਿਆ ਉਤਸ਼ਾਹ bbox=[763, 1702, 990, 1760]
campaign-photo bbox=[375, 848, 747, 1014]
article-budha-sahib bbox=[11, 957, 364, 1201]
meeting-photo bbox=[574, 156, 1125, 416]
article-body-continued: ਇਲਾਕਾ ਵਾਸੀਆਂ ਨੇ ਟਰਾਂਸਪੋਰਟ ਵਿਭਾਗ ਅਤੇ ਸਰਕਾਰ ਤੋਂ ਮੰਗ ਕੀਤੀ ਹੈ ਕਿ ਸਾਰੀਆਂ ਸਰਕਾਰੀ ਬੱਸਾਂ ਨੂੰ ਅੱਡੇ ਵਿੱਚ ਆਉਣਾ ਲਾਜ਼ਮੀ ਕੀਤਾ ਜਾਵੇ ਅਤੇ ਹਦਾਇਤਾਂ ਦੀ ਉਲੰਘਣਾ ਕਰਨ ਵਾਲੇ ਡਰਾਈਵਰਾਂ ਤੇ ਕੰਡਕਟਰਾਂ ਵਿਰੁੱਧ ਸਖ਼ਤ ਕਾਰਵਾਈ ਕੀਤੀ ਜਾਵੇ। ਉਨ੍ਹਾਂ ਕਿਹਾ ਕਿ ਜੇਕਰ ਜਲਦੀ ਹੱਲ ਨਾ ਹੋਇਆ ਤਾਂ ਸੰਘਰਸ਼ ਕੀਤਾ ਜਾਵੇਗਾ। bbox=[763, 1541, 1127, 1593]
color-swatch bbox=[945, 2394, 1134, 2411]
article-dhadi bbox=[11, 1206, 364, 2140]
article-body: ਲੁਧਿਆਣਾ 10 ਜੂਨ (ਕੁਲਵਿੰਦਰ ਸਿੰਘ ਚੰਦੀ) ਪੰਜਾਬ ਵਿਧਾਨ ਸਭਾ ਹਲਕਾ ਲੁਧਿਆਣਾ ਪੱਛਮੀ ਦੀ 19 ਜੂਨ ਨੂੰ ਹੋਣ ਵਾਲੀ ਉਪ-ਚੋਣ ਵਿੱਚ ਜਿਸ ਤਰ੍ਹਾਂ ਸਿਆਸੀ ਪਾਰਟੀਆਂ ਦੇ ਆਗੂ ਦਲ ਬਦਲ ਰਹੇ ਹਨ, ਉਹ ਸੱਭਿਅਕ ਸਮਾਜ ਲਈ ਚਿੰਤਾ ਦਾ ਵਿਸ਼ਾ ਹੈ। ਇਹ ਵਿਚਾਰ ਸਮਾਜ ਸੇਵੀ ਅਤੇ ਉੱਘੇ ਚਿੰਤਕ ਖੁਰਾਣਾ ਨੇ ਪ੍ਰਗਟ ਕੀਤੇ। ਉਨ੍ਹਾਂ ਕਿਹਾ ਕਿ ਉਪ ਚੋਣ ਕੇਵਲ ਇੱਕ ਲੋਕ ਨਾਇਕ ਦੀ ਚੋਣ ਨਹੀਂ ਰਹਿ ਗਈ ਬਲਕਿ ਇਹ ਸਿਆਸੀ ਪਾਰਟੀਆਂ ਵੱਲੋਂ ਦਲ-ਬਦਲੂਆਂ ਨੂੰ ਆਪਣੇ ਨਾਲ ਜੋੜਨ ਦੀ ਦੌੜ ਬਣ ਗਈ ਹੈ। ਇਸ ਨਾਲ ਲੋਕਤੰਤਰ ਦੀਆਂ ਕਦਰਾਂ ਕੀਮਤਾਂ ਕਮਜ਼ੋਰ ਹੁੰਦੀਆਂ ਹਨ ਅਤੇ ਵੋਟਰਾਂ ਦਾ ਭਰੋਸਾ ਟੁੱਟਦਾ ਹੈ। ਉਨ੍ਹਾਂ ਕਿਹਾ ਕਿ ਵੋਟਰਾਂ ਨੂੰ ਜਾਗਰੂਕ ਹੋ ਕੇ ਉਨ੍ਹਾਂ ਉਮੀਦਵਾਰਾਂ ਨੂੰ ਚੁਣਨਾ ਚਾਹੀਦਾ ਹੈ ਜੋ ਸਿਧਾਂਤਾਂ ਉੱਤੇ ਪਹਿਰਾ ਦਿੰਦੇ ਹਨ ਅਤੇ ਹਲਕੇ ਦੇ ਵਿਕਾਸ ਲਈ ਸਮਰਪਿਤ ਹਨ। ਉਨ੍ਹਾਂ ਨੇ ਸਾਰੀਆਂ ਪਾਰਟੀਆਂ ਨੂੰ ਅਪੀਲ ਕੀਤੀ ਕਿ ਉਹ ਆਪਣੇ ਮਿਹਨਤੀ ਵਰਕਰਾਂ ਨੂੰ ਅੱਗੇ ਲਿਆਉਣ ਅਤੇ ਸਿਆਸਤ ਨੂੰ ਸੇਵਾ ਦਾ ਮਾਧਿਅਮ ਬਣਾਉਣ। bbox=[1141, 237, 1504, 356]
color-swatch bbox=[1134, 2394, 1323, 2411]
